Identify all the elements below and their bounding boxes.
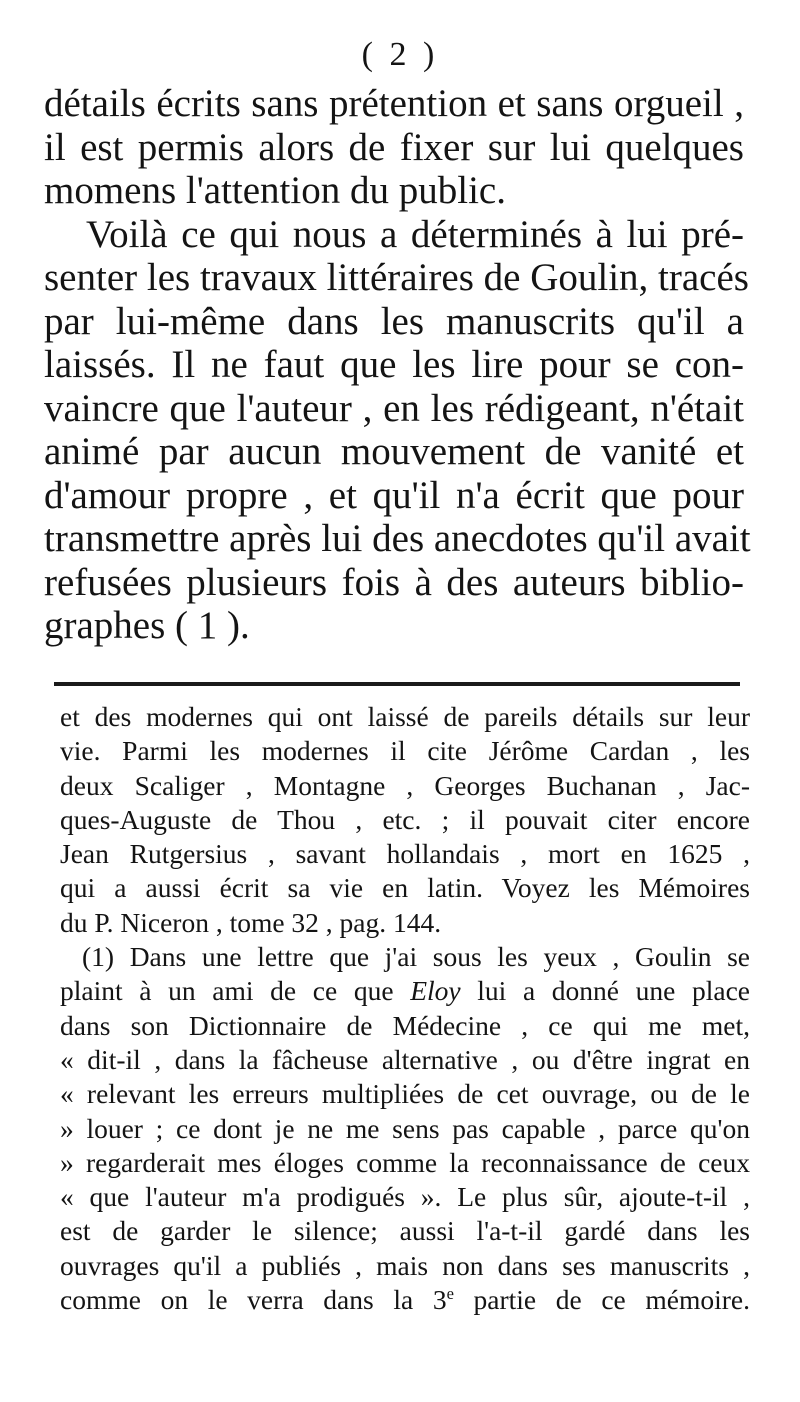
footnote-text-segment: comme on le verra dans la: [60, 1284, 414, 1316]
main-text-line: animé par aucun mouvement de vanité et: [44, 430, 744, 473]
main-text-line: par lui-même dans les manuscrits qu'il a: [44, 299, 744, 343]
main-text-line: vaincre que l'auteur , en les rédigeant, n'était: [44, 386, 744, 430]
main-text-line: momens l'attention du public.: [44, 169, 506, 212]
footnote-line: deux Scaliger , Montagne , Georges Buchanan , Jac-: [60, 769, 750, 801]
footnote-line: Jean Rutgersius , savant hollandais , mort en 1625 ,: [60, 838, 750, 870]
footnote-ordinal-suffix: e: [446, 1283, 454, 1303]
footnote-divider-rule: [54, 682, 740, 686]
footnote-line: » louer ; ce dont je ne me sens pas capable , parce qu'on: [60, 1112, 750, 1144]
footnote-line: vie. Parmi les modernes il cite Jérôme Cardan , les: [60, 735, 750, 767]
main-text-line: graphes ( 1 ).: [44, 604, 250, 647]
footnote-text-segment: plaint à un ami de ce que: [60, 975, 394, 1007]
footnote-line: et des modernes qui ont laissé de pareils détails sur leur: [60, 701, 750, 732]
footnote-ordinal-number: 3: [432, 1284, 447, 1316]
page-number: ( 2 ): [361, 36, 439, 73]
footnote-line: dans son Dictionnaire de Médecine , ce qui me met,: [60, 1009, 750, 1041]
footnote-text-segment: partie de ce mémoire.: [473, 1284, 751, 1316]
footnote-line: « relevant les erreurs multipliées de cet ouvrage, ou de le: [60, 1078, 750, 1110]
main-text-line: Voilà ce qui nous a déterminés à lui pré-: [86, 212, 744, 256]
footnote-text-segment: lui a donné une place: [477, 975, 751, 1007]
footnote-line: [60, 1283, 750, 1317]
main-text-line: laissés. Il ne faut que les lire pour se con-: [44, 343, 744, 386]
main-text-block: [44, 82, 751, 648]
footnote-line: [60, 974, 750, 1008]
footnote-line: est de garder le silence; aussi l'a-t-il gardé dans les: [60, 1215, 750, 1247]
main-text-line: refusées plusieurs fois à des auteurs biblio-: [44, 560, 744, 604]
footnote-line: » regarderait mes éloges comme la reconnaissance de ceux: [60, 1146, 750, 1178]
main-text-line: détails écrits sans prétention et sans orgueil ,: [44, 82, 744, 125]
footnote-line: qui a aussi écrit sa vie en latin. Voyez les Mémoires: [60, 872, 750, 904]
main-text-line: senter les travaux littéraires de Goulin, tracés: [44, 256, 749, 299]
footnote-line: ques-Auguste de Thou , etc. ; il pouvait citer encore: [60, 803, 750, 835]
footnote-line: ouvrages qu'il a publiés , mais non dans ses manuscrits ,: [60, 1249, 750, 1281]
footnote-line: (1) Dans une lettre que j'ai sous les yeux , Goulin se: [82, 941, 750, 973]
footnote-line: « que l'auteur m'a prodigués ». Le plus sûr, ajoute-t-il ,: [60, 1181, 750, 1213]
footnotes-block: [60, 700, 750, 1317]
main-text-line: transmettre après lui des anecdotes qu'il avait: [44, 517, 751, 560]
main-text-line: d'amour propre , et qu'il n'a écrit que pour: [44, 473, 744, 517]
footnote-line: du P. Niceron , tome 32 , pag. 144.: [60, 906, 442, 938]
footnote-line: « dit-il , dans la fâcheuse alternative , ou d'être ingrat en: [60, 1043, 750, 1075]
footnote-italic-name: Eloy: [410, 975, 461, 1007]
main-text-line: il est permis alors de fixer sur lui quelques: [44, 125, 744, 169]
